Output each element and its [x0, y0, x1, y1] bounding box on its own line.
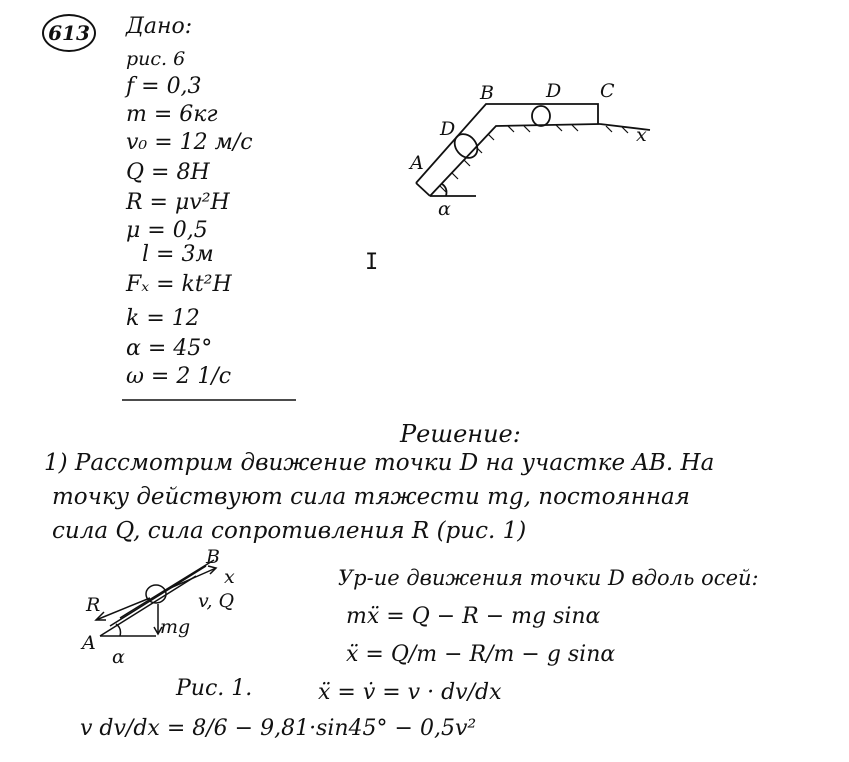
solution-line: сила Q, сила сопротивления R (рис. 1) [52, 518, 527, 544]
fig1-label-vQ: v, Q [198, 590, 235, 612]
problem-number-text: 613 [48, 21, 90, 45]
label-B: B [480, 82, 494, 104]
given-item: v₀ = 12 м/с [126, 130, 253, 155]
label-D-top: D [546, 80, 562, 102]
given-item: рис. 6 [126, 48, 186, 70]
solution-line: 1) Рассмотрим движение точки D на участке AB. На [44, 450, 715, 476]
given-item: ω = 2 1/c [126, 364, 232, 389]
solution-line: точку действуют сила тяжести mg, постоянная [52, 484, 690, 510]
track-top-edge [416, 104, 598, 183]
fig1-label-A: A [82, 632, 96, 654]
fig1-label-B: B [206, 546, 220, 568]
label-x: x [636, 124, 647, 146]
label-D-left: D [440, 118, 456, 140]
label-A: A [410, 152, 424, 174]
given-item: f = 0,3 [126, 74, 202, 99]
given-item: R = μv²H [126, 190, 230, 215]
solution-header: Решение: [400, 420, 521, 448]
given-item: k = 12 [126, 306, 200, 331]
track-end-A [416, 183, 430, 196]
point-D-top [532, 106, 550, 126]
fig1-caption: Рис. 1. [176, 676, 253, 701]
given-item: m = 6кг [126, 102, 218, 127]
given-item: α = 45° [126, 336, 213, 361]
given-item: Fₓ = kt²H [126, 272, 232, 297]
label-alpha: α [438, 198, 451, 220]
given-item: l = 3м [142, 242, 214, 267]
track-bottom-edge [430, 124, 600, 196]
equation: mẍ = Q − R − mg sinα [346, 604, 601, 629]
label-C: C [600, 80, 615, 102]
equation: ẍ = Q/m − R/m − g sinα [346, 642, 616, 667]
given-item: μ = 0,5 [126, 218, 208, 243]
fig1-label-alpha: α [112, 646, 125, 668]
given-header: Дано: [126, 14, 193, 39]
equations-header: Ур-ие движения точки D вдоль осей: [338, 566, 759, 590]
equation-final: v dv/dx = 8/6 − 9,81·sin45° − 0,5v² [80, 716, 477, 741]
fig1-label-mg: mg [160, 616, 191, 638]
text-cursor-icon: I [365, 250, 379, 275]
given-item: Q = 8H [126, 160, 210, 185]
fig1-v-arrow [166, 568, 216, 590]
fig1-label-R: R [86, 594, 101, 616]
fig1-label-x: x [224, 566, 235, 588]
equation: ẍ = v̇ = v · dv/dx [318, 680, 502, 705]
